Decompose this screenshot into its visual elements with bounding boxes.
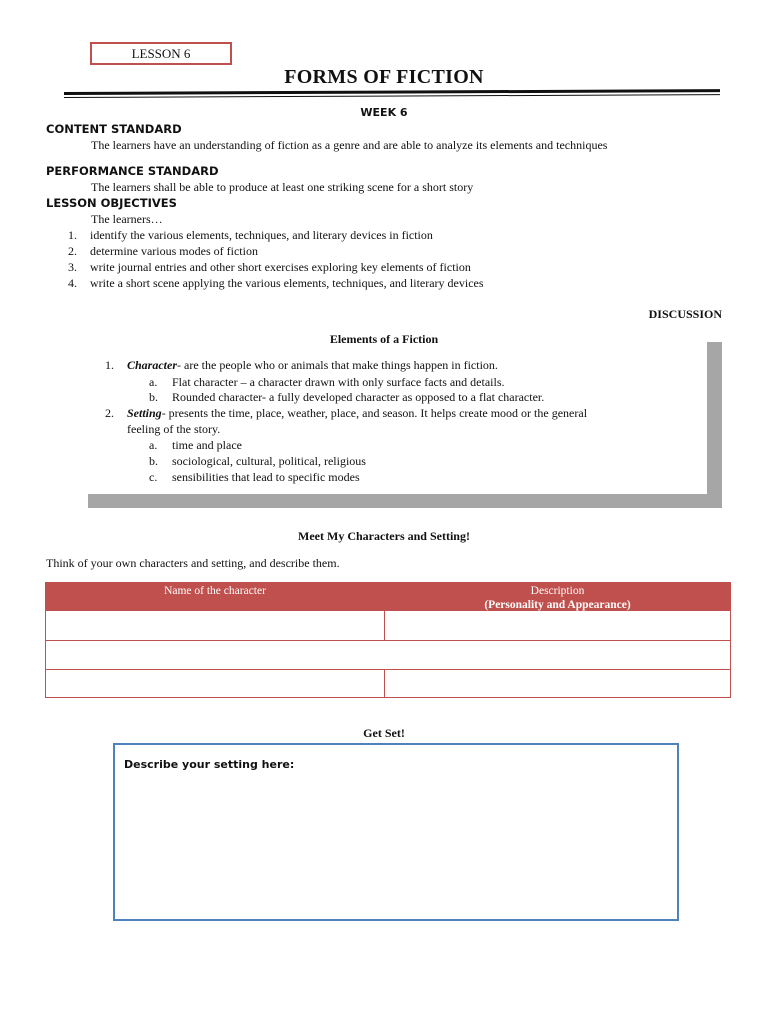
objective-text: identify the various elements, techniques, and literary devices in fiction xyxy=(90,228,433,242)
subitem-letter: b. xyxy=(149,390,158,404)
objectives-list xyxy=(68,228,708,292)
objective-text: write a short scene applying the various elements, techniques, and literary devices xyxy=(90,276,484,290)
objective-item xyxy=(68,276,708,292)
setting-box-label: Describe your setting here: xyxy=(124,758,295,771)
objective-number: 2. xyxy=(68,244,77,258)
objective-item xyxy=(68,228,708,244)
objective-number: 4. xyxy=(68,276,77,290)
setting-def: - presents the time, place, weather, place, and season. It helps create mood or the general xyxy=(161,406,588,420)
element-number: 2. xyxy=(105,406,114,420)
title-rule-thin xyxy=(64,94,720,98)
table-cell-name[interactable] xyxy=(47,612,383,639)
content-standard-text: The learners have an understanding of fiction as a genre and are able to analyze its elements and techniques xyxy=(91,138,608,152)
document-title: FORMS OF FICTION xyxy=(284,66,484,88)
activity-instruction: Think of your own characters and setting, and describe them. xyxy=(46,556,340,570)
objective-item xyxy=(68,244,708,260)
elements-box-shadow xyxy=(707,342,722,508)
elements-title: Elements of a Fiction xyxy=(329,332,439,346)
objective-text: write journal entries and other short exercises exploring key elements of fiction xyxy=(90,260,471,274)
week-label: WEEK 6 xyxy=(360,106,408,119)
activity-title: Meet My Characters and Setting! xyxy=(298,529,470,543)
table-header-description-label: Description xyxy=(530,585,585,597)
objectives-intro: The learners… xyxy=(91,212,163,226)
setting-def-cont: feeling of the story. xyxy=(127,422,221,436)
setting-description-box[interactable] xyxy=(113,743,679,921)
table-header-description-sub: (Personality and Appearance) xyxy=(484,599,631,611)
rounded-character-text: Rounded character- a fully developed character as opposed to a flat character. xyxy=(172,390,545,404)
character-term: Character xyxy=(127,358,178,372)
character-definition xyxy=(127,358,498,373)
discussion-heading: DISCUSSION xyxy=(648,307,722,321)
table-column-divider xyxy=(384,669,385,697)
get-set-title: Get Set! xyxy=(363,726,405,740)
objective-number: 1. xyxy=(68,228,77,242)
objective-item xyxy=(68,260,708,276)
table-cell-description[interactable] xyxy=(386,612,730,639)
character-table xyxy=(45,582,731,698)
subitem-letter: a. xyxy=(149,375,158,389)
elements-box-shadow-bottom xyxy=(88,494,722,508)
setting-subitem: time and place xyxy=(172,438,242,452)
table-column-divider xyxy=(384,583,385,640)
table-header-name: Name of the character xyxy=(164,585,266,597)
table-header-description xyxy=(385,583,730,612)
setting-subitem: sensibilities that lead to specific modes xyxy=(172,470,360,484)
table-cell-merged[interactable] xyxy=(47,641,730,668)
element-number: 1. xyxy=(105,358,114,372)
setting-term: Setting xyxy=(127,406,162,420)
table-cell-name[interactable] xyxy=(47,670,383,697)
flat-character-text: Flat character – a character drawn with only surface facts and details. xyxy=(172,375,505,389)
performance-standard-heading: PERFORMANCE STANDARD xyxy=(46,164,219,178)
subitem-letter: b. xyxy=(149,454,158,468)
setting-subitem: sociological, cultural, political, religious xyxy=(172,454,366,468)
content-standard-heading: CONTENT STANDARD xyxy=(46,122,182,136)
character-def: - are the people who or animals that make things happen in fiction. xyxy=(177,358,498,372)
lesson-objectives-heading: LESSON OBJECTIVES xyxy=(46,196,177,210)
objective-number: 3. xyxy=(68,260,77,274)
table-cell-description[interactable] xyxy=(386,670,730,697)
performance-standard-text: The learners shall be able to produce at least one striking scene for a short story xyxy=(91,180,474,194)
setting-definition xyxy=(127,406,587,421)
lesson-label: LESSON 6 xyxy=(90,42,232,65)
subitem-letter: c. xyxy=(149,470,158,484)
objective-text: determine various modes of fiction xyxy=(90,244,258,258)
subitem-letter: a. xyxy=(149,438,158,452)
table-header-row xyxy=(46,583,730,611)
